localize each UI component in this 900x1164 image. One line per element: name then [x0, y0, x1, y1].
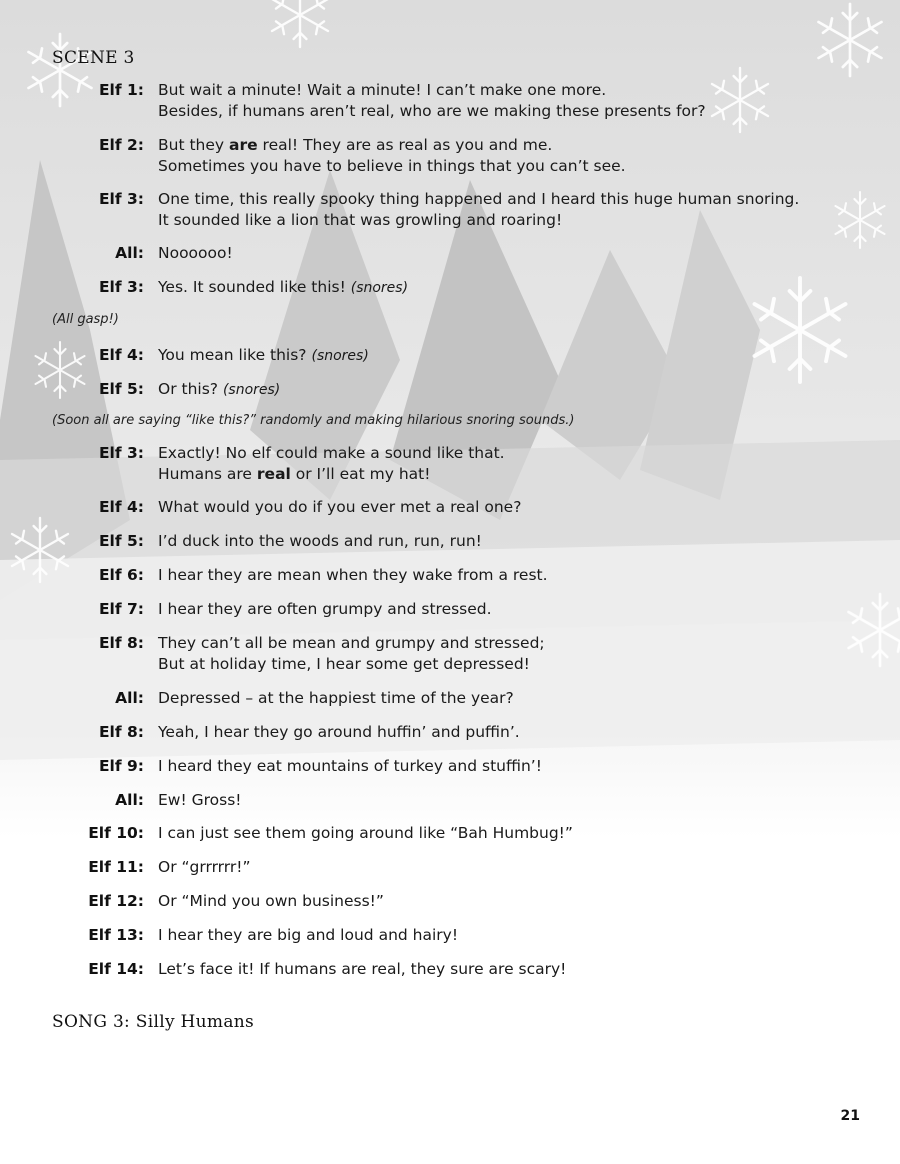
scene-title: SCENE 3 — [52, 48, 135, 68]
speaker-label: Elf 4: — [98, 498, 144, 516]
speech-line: Sometimes you have to believe in things that you can’t see. — [158, 157, 626, 175]
speech-line: Noooooo! — [158, 244, 233, 262]
direction: (snores) — [222, 382, 281, 398]
speaker-label: Elf 3: — [98, 278, 144, 296]
speech-line: But at holiday time, I hear some get depressed! — [158, 655, 530, 673]
song-title: SONG 3: Silly Humans — [52, 1012, 255, 1032]
speech-line: It sounded like a lion that was growling and roaring! — [158, 211, 563, 229]
speech-text — [158, 565, 858, 586]
speech-line: I can just see them going around like “Bah Humbug!” — [158, 824, 573, 842]
speech-line: Ew! Gross! — [158, 791, 242, 809]
direction: (snores) — [350, 280, 409, 296]
speech-line: Yes. It sounded like this! (snores) — [158, 278, 409, 296]
speech-line: Exactly! No elf could make a sound like that. — [158, 444, 505, 462]
speech-text — [158, 243, 858, 264]
speech-text — [158, 633, 858, 675]
speech-line: Or “grrrrrr!” — [158, 858, 251, 876]
speaker-label: Elf 11: — [88, 858, 144, 876]
speech-text — [158, 891, 858, 912]
speech-text — [158, 823, 858, 844]
speech-text — [158, 857, 858, 878]
speaker-label: Elf 8: — [98, 723, 144, 741]
speech-line: Let’s face it! If humans are real, they sure are scary! — [158, 960, 567, 978]
stage-direction-text: (All gasp!) — [52, 312, 119, 327]
speech-line: Humans are real or I’ll eat my hat! — [158, 465, 431, 483]
speech-line: Depressed – at the happiest time of the year? — [158, 689, 514, 707]
speech-line: I heard they eat mountains of turkey and stuffin’! — [158, 757, 542, 775]
speaker-label: Elf 10: — [88, 824, 144, 842]
speaker-label: Elf 2: — [98, 136, 144, 154]
speaker-label: Elf 4: — [98, 346, 144, 364]
speech-text — [158, 688, 858, 709]
speech-text — [158, 599, 858, 620]
speaker-label: Elf 5: — [98, 532, 144, 550]
speech-line: Or this? (snores) — [158, 380, 281, 398]
speaker-label: All: — [115, 689, 144, 707]
speaker-label: Elf 9: — [98, 757, 144, 775]
speech-text — [158, 790, 858, 811]
speaker-label: Elf 13: — [88, 926, 144, 944]
speech-text — [158, 379, 858, 401]
speech-text — [158, 135, 858, 177]
direction: (snores) — [311, 348, 369, 364]
speech-text — [158, 531, 858, 552]
speaker-label: Elf 3: — [98, 190, 144, 208]
speech-text — [158, 925, 858, 946]
speech-line: Or “Mind you own business!” — [158, 892, 384, 910]
speaker-label: Elf 1: — [98, 81, 144, 99]
speech-text — [158, 189, 858, 231]
speaker-label: Elf 8: — [98, 634, 144, 652]
speech-line: Besides, if humans aren’t real, who are we making these presents for? — [158, 102, 706, 120]
speech-line: But wait a minute! Wait a minute! I can’t make one more. — [158, 81, 607, 99]
speech-line: They can’t all be mean and grumpy and stressed; — [158, 634, 545, 652]
speech-text — [158, 80, 858, 122]
speaker-label: Elf 14: — [88, 960, 144, 978]
speech-text — [158, 959, 858, 980]
speech-line: You mean like this? (snores) — [158, 346, 369, 364]
speech-text — [158, 756, 858, 777]
speaker-label: All: — [115, 244, 144, 262]
speech-text — [158, 722, 858, 743]
speech-line: But they are real! They are as real as you and me. — [158, 136, 553, 154]
speaker-label: Elf 12: — [88, 892, 144, 910]
stage-direction-text: (Soon all are saying “like this?” randomly and making hilarious snoring sounds.) — [52, 413, 575, 428]
speech-text — [158, 345, 858, 367]
speech-line: I hear they are mean when they wake from a rest. — [158, 566, 548, 584]
speaker-label: Elf 7: — [98, 600, 144, 618]
speech-text — [158, 497, 858, 518]
speech-line: One time, this really spooky thing happened and I heard this huge human snoring. — [158, 190, 800, 208]
speaker-label: All: — [115, 791, 144, 809]
speech-line: I’d duck into the woods and run, run, run! — [158, 532, 482, 550]
speech-text — [158, 443, 858, 485]
speech-line: I hear they are often grumpy and stressed. — [158, 600, 492, 618]
speech-line: I hear they are big and loud and hairy! — [158, 926, 459, 944]
speech-line: What would you do if you ever met a real one? — [158, 498, 522, 516]
page-number: 21 — [840, 1108, 860, 1124]
speaker-label: Elf 6: — [98, 566, 144, 584]
speech-line: Yeah, I hear they go around huffin’ and puffin’. — [158, 723, 520, 741]
speaker-label: Elf 3: — [98, 444, 144, 462]
speech-text — [158, 277, 858, 299]
speaker-label: Elf 5: — [98, 380, 144, 398]
